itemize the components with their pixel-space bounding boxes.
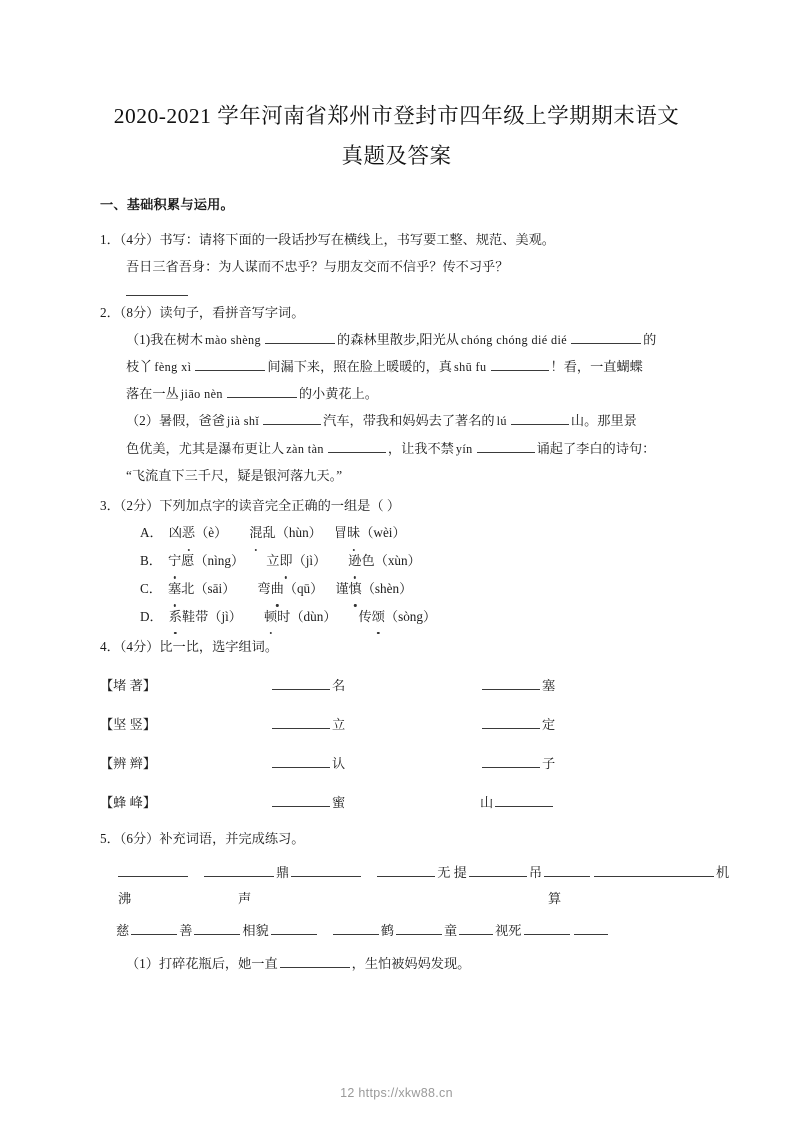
option-a-item-2-dot: 混: [249, 519, 262, 547]
idiom-subchar-fei: 沸: [118, 891, 132, 907]
option-c-item-3-post: （shèn）: [361, 580, 413, 596]
q2-text: 枝丫: [126, 359, 153, 375]
q5-blank-5[interactable]: [469, 862, 527, 877]
section-heading: 一、基础积累与运用。: [100, 197, 234, 212]
option-b[interactable]: [140, 547, 701, 575]
option-a-label: A．: [140, 525, 163, 541]
q2-blank-4[interactable]: [491, 356, 549, 371]
title-line-2: 真题及答案: [341, 144, 452, 168]
idiom-char-ding: 鼎: [276, 865, 290, 881]
q5-blank-1[interactable]: [118, 862, 188, 877]
question-2-line-5: [126, 435, 701, 462]
pinyin-fengxi: fèng xì: [154, 360, 192, 375]
question-1-stem: 1．（4分）书写：请将下面的一段话抄写在横线上，书写要工整、规范、美观。: [100, 231, 555, 247]
question-4: [100, 634, 701, 822]
q2-text: ！看，一直蝴蝶: [550, 359, 643, 375]
idiom-char-tong: 童: [443, 923, 458, 939]
q2-text: 的森林里散步,阳光从: [337, 332, 459, 348]
footer-watermark: 12 https://xkw88.cn: [340, 1086, 453, 1100]
q2-blank-5[interactable]: [227, 384, 297, 399]
option-b-item-2-post: （jì）: [292, 553, 327, 569]
option-a-item-2-post: 乱（hùn）: [262, 525, 322, 541]
pair-cell-2: [480, 705, 701, 744]
q2-text: 的: [643, 332, 657, 348]
idiom-row-2: [116, 918, 701, 944]
option-a-item-3-dot: 昧: [347, 519, 360, 547]
q2-blank-2[interactable]: [571, 329, 641, 344]
q2-text: 间漏下来，照在脸上暖暖的，真: [267, 359, 452, 375]
pair-cell-1-text: 立: [332, 717, 346, 733]
pair-cell-2-text: 子: [542, 756, 556, 772]
pair-cell-1: [270, 666, 480, 705]
question-2-line-4: [126, 407, 701, 434]
idiom-fill-block: [100, 860, 730, 977]
pinyin-jiaonen: jiāo nèn: [180, 387, 223, 402]
pinyin-chongchongdiedie: chóng chóng dié dié: [461, 333, 568, 348]
question-2-line-2: [126, 353, 701, 380]
option-c-item-3-dot: 慎: [349, 575, 362, 603]
idiom-text-wuti: 无 提: [437, 865, 467, 881]
option-a-item-3-pre: 冒: [333, 525, 348, 541]
q5-sub-text-post: ，生怕被妈妈发现。: [351, 956, 471, 972]
q5-blank-15[interactable]: [574, 920, 608, 935]
question-2-stem: 2．（8分）读句子，看拼音写字词。: [100, 304, 305, 320]
option-a-item-1-post: （è）: [195, 525, 228, 541]
q5-blank-4[interactable]: [377, 862, 435, 877]
idiom-subchar-sheng: 声: [238, 891, 252, 907]
question-2-line-6: “飞流直下三千尺，疑是银河落九天。”: [126, 467, 343, 483]
option-d-item-2-dot: 顿: [264, 603, 277, 631]
pair-cell-1: [270, 783, 480, 822]
q2-blank-7[interactable]: [511, 411, 569, 426]
pair-cell-2-text: 定: [542, 717, 556, 733]
pair-cell-2: [480, 744, 701, 783]
question-1-passage: 吾日三省吾身：为人谋而不忠乎？与朋友交而不信乎？传不习乎？: [126, 259, 509, 275]
question-1: [100, 227, 701, 296]
q2-text: ，让我不禁: [387, 440, 454, 456]
q2-text: 落在一丛: [126, 386, 179, 402]
option-a-item-3-post: （wèi）: [360, 525, 406, 541]
option-c-item-1-dot: 塞: [168, 575, 181, 603]
q4-blank-8[interactable]: [495, 792, 553, 807]
q5-blank-12[interactable]: [396, 920, 442, 935]
q5-sub-blank-1[interactable]: [280, 954, 350, 969]
option-b-item-2-pre: 立: [266, 553, 280, 569]
q5-blank-8[interactable]: [131, 920, 177, 935]
option-b-label: B．: [140, 553, 162, 569]
pair-cell-1-text: 认: [332, 756, 346, 772]
q4-blank-5[interactable]: [272, 753, 330, 768]
idiom-char-diao: 吊: [528, 865, 543, 881]
pinyin-lu: lú: [496, 414, 507, 429]
question-5-stem: 5．（6分）补充词语，并完成练习。: [100, 831, 305, 847]
pair-cell-2: [480, 783, 701, 822]
option-a-item-1-pre: 凶: [168, 525, 182, 541]
q5-blank-6[interactable]: [544, 862, 590, 877]
q2-blank-6[interactable]: [263, 411, 321, 426]
idiom-text-xiangmao: 相貌: [242, 923, 269, 939]
q2-blank-8[interactable]: [328, 438, 386, 453]
question-3-stem: 3．（2分）下列加点字的读音完全正确的一组是（ ）: [100, 497, 401, 513]
title-line-1: 2020-2021 学年河南省郑州市登封市四年级上学期期末语文: [113, 104, 680, 128]
pair-key: 【坚 竖】: [100, 717, 157, 733]
idiom-char-he: 鹤: [380, 923, 394, 939]
pinyin-jiashi: jià shǐ: [226, 414, 260, 429]
q2-text: 山。那里景: [570, 413, 637, 429]
idiom-subchar-suan: 算: [548, 891, 562, 907]
question-2-line-3: [126, 380, 701, 407]
question-4-stem: 4．（4分）比一比，选字组词。: [100, 639, 279, 655]
q5-blank-14[interactable]: [524, 920, 570, 935]
question-3: [100, 493, 701, 631]
exam-body: [0, 192, 793, 978]
table-row: [100, 744, 701, 783]
q2-text: 诵起了李白的诗句：: [536, 440, 656, 456]
option-c-item-3-pre: 谨: [335, 580, 349, 596]
pair-cell-2: [480, 666, 701, 705]
q5-blank-11[interactable]: [333, 920, 379, 935]
idiom-char-shan: 善: [179, 923, 193, 939]
option-c[interactable]: [140, 575, 701, 603]
pair-cell-2-text: 塞: [542, 677, 556, 693]
idiom-text-shisi: 视死: [495, 923, 522, 939]
option-b-item-2-dot: 即: [279, 547, 292, 575]
q5-blank-2[interactable]: [204, 862, 274, 877]
option-c-label: C．: [140, 580, 162, 596]
option-d-item-1-post: 鞋带（jì）: [181, 608, 242, 624]
q2-blank-3[interactable]: [195, 356, 265, 371]
q4-blank-1[interactable]: [272, 675, 330, 690]
q2-blank-9[interactable]: [477, 438, 535, 453]
option-d[interactable]: [140, 603, 701, 631]
pair-key: 【堵 著】: [100, 677, 157, 693]
idiom-row-1: [116, 860, 730, 918]
q4-blank-3[interactable]: [272, 714, 330, 729]
q4-blank-4[interactable]: [482, 714, 540, 729]
question-2-line-1: [126, 326, 701, 353]
pinyin-maosheng: mào shèng: [204, 333, 262, 348]
option-c-item-2-dot: 曲: [271, 575, 284, 603]
q2-text: 汽车，带我和妈妈去了著名的: [323, 413, 495, 429]
pair-cell-2-text: 山: [480, 795, 494, 811]
option-c-item-2-pre: 弯: [257, 580, 271, 596]
q5-blank-10[interactable]: [271, 920, 317, 935]
pair-key: 【蜂 峰】: [100, 795, 157, 811]
q2-text: （2）暑假，爸爸: [126, 413, 225, 429]
option-a[interactable]: [140, 519, 701, 547]
q4-blank-6[interactable]: [482, 753, 540, 768]
q2-text: （1)我在树木: [126, 332, 203, 348]
q5-blank-9[interactable]: [194, 920, 240, 935]
option-b-item-3-post: 色（xùn）: [361, 553, 421, 569]
option-b-item-1-dot: 宁: [168, 547, 181, 575]
table-row: [100, 783, 701, 822]
idiom-char-ji: 机: [716, 865, 730, 881]
pair-cell-1-text: 蜜: [332, 795, 346, 811]
option-d-item-1-dot: 系: [169, 603, 182, 631]
q2-text: 色优美，尤其是瀑布更让人: [126, 440, 285, 456]
pair-cell-1-text: 名: [332, 677, 346, 693]
q5-blank-3[interactable]: [291, 862, 361, 877]
question-5: [100, 826, 730, 977]
question-2: [100, 300, 701, 489]
table-row: [100, 666, 701, 705]
pair-cell-1: [270, 705, 480, 744]
table-row: [100, 705, 701, 744]
pinyin-shufu: shū fu: [453, 360, 487, 375]
option-d-item-3-dot: 颂: [372, 603, 385, 631]
q5-blank-7[interactable]: [594, 862, 714, 877]
q4-blank-7[interactable]: [272, 792, 330, 807]
option-d-item-3-post: （sòng）: [384, 608, 437, 624]
option-d-item-2-post: 时（dùn）: [277, 608, 337, 624]
question-5-sub-1: [126, 950, 701, 977]
pair-cell-1: [270, 744, 480, 783]
option-d-label: D．: [140, 608, 163, 624]
option-c-item-2-post: （qū）: [283, 580, 324, 596]
question-1-answer-line[interactable]: [126, 295, 188, 296]
pair-key: 【辨 辫】: [100, 756, 157, 772]
character-pair-table: [100, 666, 701, 822]
idiom-char-ci: 慈: [116, 923, 130, 939]
option-b-item-1-post: 愿（nìng）: [181, 553, 245, 569]
q5-blank-13[interactable]: [459, 920, 493, 935]
q2-text: 的小黄花上。: [298, 386, 378, 402]
pinyin-zantan: zàn tàn: [286, 441, 324, 456]
pinyin-yin: yín: [455, 441, 473, 456]
q4-blank-2[interactable]: [482, 675, 540, 690]
option-d-item-3-pre: 传: [358, 608, 372, 624]
q2-blank-1[interactable]: [265, 329, 335, 344]
page-title: [0, 0, 793, 176]
option-c-item-1-post: 北（sāi）: [181, 580, 236, 596]
option-b-item-3-dot: 逊: [348, 547, 361, 575]
q5-sub-text-pre: （1）打碎花瓶后，她一直: [126, 956, 278, 972]
question-3-options: [100, 519, 701, 630]
option-a-item-1-dot: 恶: [182, 519, 195, 547]
